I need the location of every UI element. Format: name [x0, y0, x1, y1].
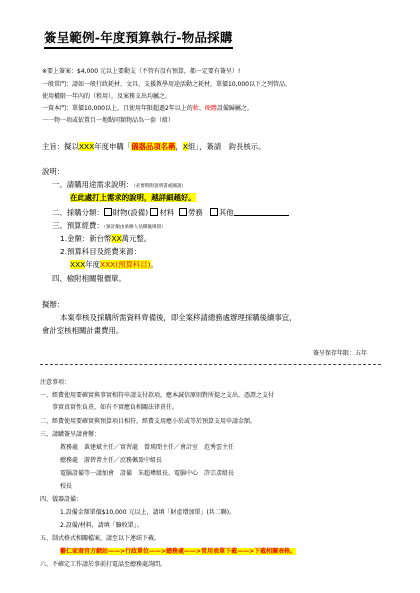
note-2b: 使用權限一年內的（租用），及案務支出均屬之。 [42, 93, 172, 100]
subject-count: X [182, 142, 188, 151]
budget-amount-pre: 1.金額：新台幣 [60, 234, 112, 243]
caution-4: 四、儀器設備： [40, 496, 83, 503]
proposal-label: 擬辦： [42, 300, 65, 309]
caution-label: 注意事項： [40, 379, 71, 386]
retention-period: 簽呈保存年限：五年 [313, 350, 368, 357]
caution-2: 二、經費使用要確實與預算項目相符，經費支用應小於或等於預算支用申請金額。 [40, 418, 257, 425]
budget-source-item: XXX(預算科目) [100, 260, 151, 269]
explain-item-1-highlight [70, 193, 196, 203]
caution-3-row4: 校長 [60, 483, 73, 490]
download-path-link[interactable] [60, 548, 296, 556]
section-divider [40, 364, 381, 365]
note-4: 一一物一項或依置且一地點同類物品為一套（組） [42, 117, 175, 124]
checkbox-service[interactable] [179, 208, 187, 216]
title-block [44, 28, 233, 48]
explain-item-1-text: 一、請購用途需求說明： [52, 180, 134, 189]
subject-year: XXX [78, 142, 95, 151]
explain-label: 說明： [42, 167, 65, 176]
other-blank-line[interactable] [234, 208, 289, 216]
caution-4-1: 1.設備金額單價$10,000 元以上，請填「財產增加單」(共二聯)。 [60, 509, 236, 516]
explain-item-3-text: 三、預算經費： [52, 221, 104, 230]
budget-source-year: XXX [70, 260, 86, 269]
note-3 [42, 105, 253, 113]
caution-3-row2: 總務處 游碧菁主任／庶務佩盈中組長 [60, 457, 163, 464]
explain-item-2-label: 二、採購分類： [52, 208, 104, 217]
option-service: 勞務 [187, 208, 203, 217]
subject-mid3: 組」，簽請 鈞長核示。 [187, 142, 266, 151]
note-3-soft: 軟 [192, 105, 199, 112]
note-2a: 一般常門：請如一般行政耗材、文具、支援教學用途活動之耗材，單價10,000以下之列管品、 [42, 81, 291, 88]
subject-line [42, 142, 266, 152]
note-1: ※要上簽案：$4,000 元以上要動支（不管有沒有預算，都一定要有簽呈）! [42, 68, 241, 75]
budget-source [70, 260, 158, 270]
option-property: 財物(設備) [112, 208, 149, 217]
budget-amount-value: XX [111, 234, 122, 243]
caution-3: 三、請購簽呈請會辦： [40, 431, 101, 438]
budget-source-mid: 年度 [85, 260, 100, 269]
caution-3-row3: 電腦設備等一請加會 設備 朱超瑋組長、電腦中心 許宗彥組長 [60, 470, 235, 477]
note-3-hard: 硬體 [204, 105, 217, 112]
document-title: 簽呈範例-年度預算執行-物品採購 [44, 28, 233, 49]
budget-amount-post: 萬元整。 [121, 234, 152, 243]
option-other: 其他 [218, 208, 234, 217]
note-3a: 一資本門：單價10,000以上，且使用年限超過2年以上的 [42, 105, 193, 112]
subject-item: 儀器品項名稱 [131, 142, 176, 151]
explain-item-1-hl-text: 在此處打上需求的說明，越詳細越好。 [70, 193, 196, 202]
proposal-line-1: 本案奉核及採購所需資料齊備後，即全案移請總務處辦理採購後續事宜， [60, 313, 297, 322]
checkbox-other[interactable] [210, 208, 218, 216]
subject-mid1: 年度申購「 [94, 142, 132, 151]
caution-6: 六、不確定工作請於事前打電話至總務處詢問。 [40, 561, 167, 568]
explain-item-4: 四、檢附相關報價單。 [52, 274, 126, 283]
note-3b: 設備歸屬之。 [216, 105, 253, 112]
caution-1a: 一、經費使用要確實與事實相符申請支付款項，應本誠信原則對所提之支出，憑證之支付 [40, 392, 275, 399]
caution-3-row1: 教務處 黃建斌主任／實習處 曾瑛閔主任／會計室 范秀雲主任 [60, 444, 235, 451]
subject-mid2: ， [175, 142, 183, 151]
checkbox-material[interactable] [150, 208, 158, 216]
caution-4-2: 2.設備/材料，請填「驗收單」。 [60, 522, 143, 529]
option-material: 材料 [159, 208, 175, 217]
note-3-sep: 、 [198, 105, 205, 112]
explain-item-1 [52, 180, 186, 192]
explain-item-3-note: （預計額由承辦人估價後填寫） [103, 225, 166, 230]
explain-item-3 [52, 221, 166, 233]
proposal-line-2: 會計室核相關計畫費用。 [42, 326, 124, 335]
caution-5: 五、制式格式相關檔案，請至以下連結下載。 [40, 535, 161, 542]
explain-item-1-note: （必要時附說明書或圖說） [133, 184, 187, 189]
subject-label: 主旨：擬以 [42, 142, 79, 151]
budget-amount [60, 234, 151, 244]
explain-item-2 [52, 208, 289, 218]
download-path-text: 藝仁家商官方網站——>行政單位——>總務處——>常用表單下載——>下載相關表格。 [60, 548, 297, 555]
budget-source-end: 。 [150, 260, 158, 269]
budget-source-label: 2.預算科目及經費來源： [60, 247, 141, 256]
checkbox-property[interactable] [104, 208, 112, 216]
caution-1b: 事實真實性負責，如有不實應負相關法律責任。 [52, 404, 179, 411]
